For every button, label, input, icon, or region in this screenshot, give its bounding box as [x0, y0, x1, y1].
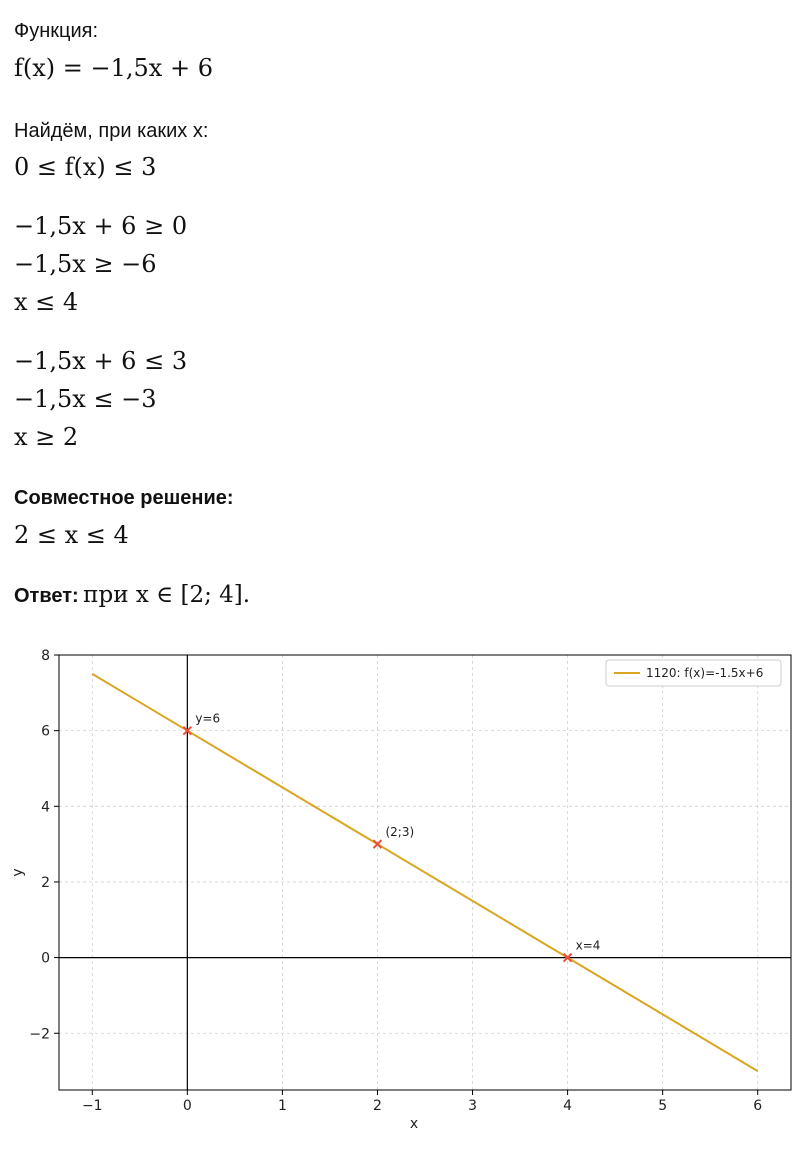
point-label: (2;3) — [385, 825, 415, 840]
x-tick-label: 3 — [468, 1098, 477, 1114]
inequality-2-line-2: −1,5x ≤ −3 — [14, 385, 157, 413]
inequality-1-line-3: x ≤ 4 — [14, 288, 79, 316]
y-tick-label: 2 — [41, 874, 50, 891]
inequality-2-line-3: x ≥ 2 — [14, 423, 79, 451]
function-label: Функция: — [14, 20, 99, 42]
x-tick-label: 0 — [182, 1098, 192, 1114]
y-axis-label: y — [10, 868, 26, 877]
joint-solution-result: 2 ≤ x ≤ 4 — [14, 521, 129, 549]
inequality-1-line-1: −1,5x + 6 ≥ 0 — [14, 212, 188, 240]
answer-label: Ответ: — [14, 585, 79, 607]
y-tick-label: 6 — [41, 723, 50, 740]
point-label: y=6 — [195, 711, 221, 726]
function-formula: f(x) = −1,5x + 6 — [14, 54, 213, 82]
answer-text: при x ∈ [2; 4]. — [83, 582, 251, 608]
inequality-1-line-2: −1,5x ≥ −6 — [14, 250, 157, 278]
x-tick-label: 6 — [753, 1098, 763, 1114]
series-line — [92, 674, 757, 1071]
x-tick-label: −1 — [81, 1098, 103, 1114]
x-tick-label: 4 — [563, 1098, 573, 1114]
x-axis-label: x — [409, 1116, 419, 1132]
legend-label: 1120: f(x)=-1.5x+6 — [646, 666, 764, 680]
condition-formula: 0 ≤ f(x) ≤ 3 — [14, 153, 157, 181]
function-chart — [0, 630, 800, 1150]
point-label: x=4 — [575, 938, 601, 953]
answer-line — [14, 582, 250, 608]
x-tick-label: 1 — [277, 1098, 287, 1114]
inequality-2-line-1: −1,5x + 6 ≤ 3 — [14, 347, 188, 375]
y-tick-label: 0 — [41, 950, 50, 967]
y-tick-label: 4 — [41, 799, 50, 816]
x-tick-label: 2 — [373, 1098, 382, 1114]
x-tick-label: 5 — [658, 1098, 668, 1114]
find-label: Найдём, при каких x: — [14, 120, 209, 142]
y-tick-label: 8 — [41, 648, 50, 664]
y-tick-label: −2 — [29, 1026, 50, 1043]
joint-solution-label: Совместное решение: — [14, 487, 234, 509]
